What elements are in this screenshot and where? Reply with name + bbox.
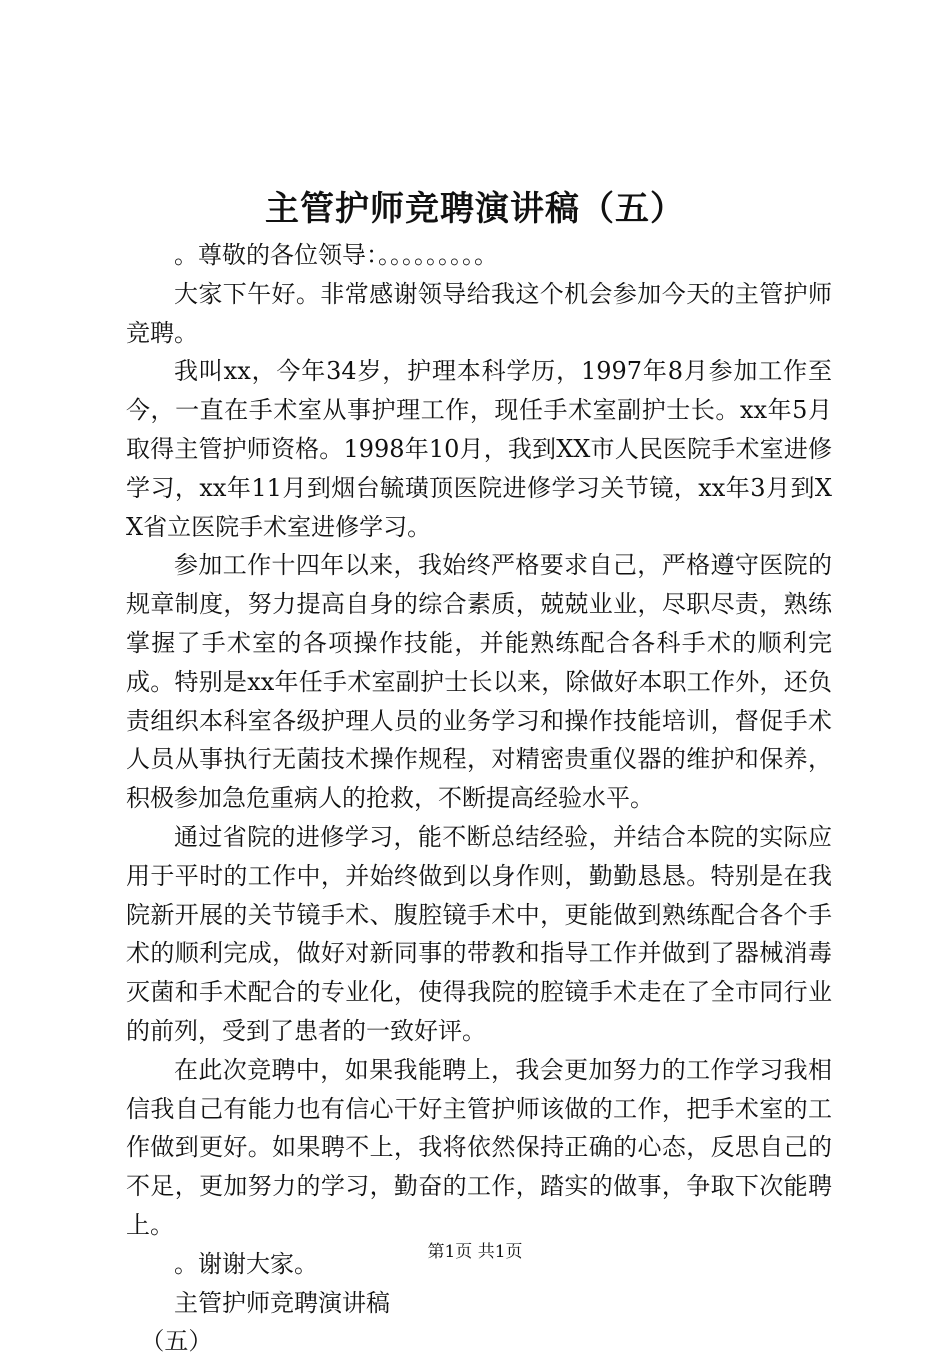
training-paragraph: 通过省院的进修学习，能不断总结经验，并结合本院的实际应用于平时的工作中，并始终做到以身作则，勤勤恳恳。特别是在我院新开展的关节镜手术、腹腔镜手术中，更能做到熟练配合各个手术的顺利完成，做好对新同事的带教和指导工作并做到了器械消毒灭菌和手术配合的专业化，使得我院的腔镜手术走在了全市同行业的前列，受到了患者的一致好评。: [126, 822, 832, 1045]
salutation-paragraph: 。尊敬的各位领导：。。。。。。。。。: [174, 241, 498, 269]
closing-number-line: （五）: [140, 1327, 213, 1356]
closing-title-line: 主管护师竞聘演讲稿: [174, 1288, 390, 1317]
page-footer: 第1页 共1页: [427, 1242, 523, 1262]
thanks-paragraph: 。谢谢大家。: [174, 1249, 318, 1278]
document-body: [126, 236, 832, 1361]
document-title: 主管护师竞聘演讲稿（五）: [265, 189, 685, 229]
greeting-paragraph: 大家下午好。非常感谢领导给我这个机会参加今天的主管护师竞聘。: [126, 279, 832, 347]
experience-paragraph: 参加工作十四年以来，我始终严格要求自己，严格遵守医院的规章制度，努力提高自身的综合素质，兢兢业业，尽职尽责，熟练掌握了手术室的各项操作技能，并能熟练配合各科手术的顺利完成。特别是xx年任手术室副护士长以来，除做好本职工作外，还负责组织本科室各级护理人员的业务学习和操作技能培训，督促手术人员从事执行无菌技术操作规程，对精密贵重仪器的维护和保养，积极参加急危重病人的抢救，不断提高经验水平。: [126, 551, 832, 813]
introduction-paragraph: 我叫xx，今年34岁，护理本科学历，1997年8月参加工作至今，一直在手术室从事护理工作，现任手术室副护士长。xx年5月取得主管护师资格。1998年10月，我到XX市人民医院手术室进修学习，xx年11月到烟台毓璜顶医院进修学习关节镜，xx年3月到XX省立医院手术室进修学习。: [126, 357, 832, 541]
commitment-paragraph: 在此次竞聘中，如果我能聘上，我会更加努力的工作学习我相信我自己有能力也有信心干好主管护师该做的工作，把手术室的工作做到更好。如果聘不上，我将依然保持正确的心态，反思自己的不足，更加努力的学习，勤奋的工作，踏实的做事，争取下次能聘上。: [126, 1055, 832, 1239]
